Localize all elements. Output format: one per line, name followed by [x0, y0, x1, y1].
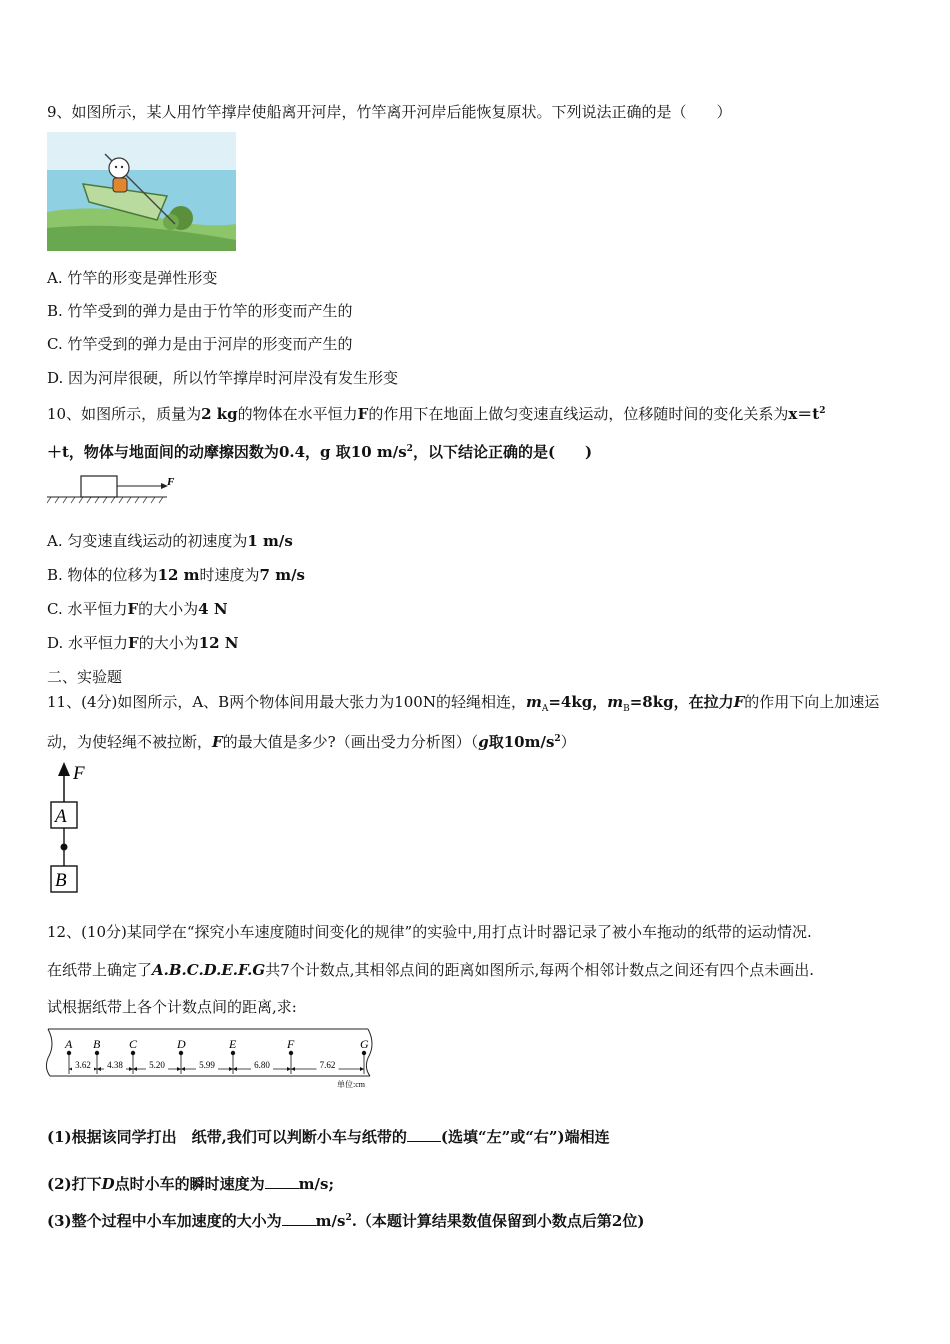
tape-arrow-left — [97, 1067, 101, 1071]
q12-paper-tape-figure — [44, 1026, 384, 1092]
tape-arrow-left — [181, 1067, 185, 1071]
tape-point-label: A — [65, 1037, 73, 1051]
tape-distance-label: 5.99 — [199, 1060, 215, 1070]
q10-stem-line1: 10、如图所示，质量为2 kg的物体在水平恒力F的作用下在地面上做匀变速直线运动，位移随时间的变化关系为$x=t^2$ — [47, 405, 826, 423]
tape-point-label: F — [287, 1037, 295, 1051]
q12-stem-line2: 在纸带上确定了A.B.C.D.E.F.G共7个计数点,其相邻点间的距离如图所示,每两个相邻计数点之间还有四个点未画出. — [47, 961, 815, 979]
q11-fig-F-label: F — [73, 763, 85, 784]
tape-arrow-right — [229, 1067, 233, 1071]
tape-distance-label: 4.38 — [107, 1060, 123, 1070]
tape-unit-label: 单位:cm — [337, 1080, 365, 1089]
q10-block-figure — [47, 472, 187, 508]
tape-point-label: G — [360, 1037, 369, 1051]
section-heading: 二、实验题 — [47, 668, 123, 686]
answer-blank-2[interactable] — [265, 1174, 299, 1189]
tape-arrow-left — [233, 1067, 237, 1071]
tape-point-label: C — [129, 1037, 138, 1051]
q9-boat-figure — [47, 132, 236, 251]
q11-fig-A-label: A — [55, 806, 67, 827]
q12-stem-line1: 12、(10分)某同学在“探究小车速度随时间变化的规律”的实验中,用打点计时器记录了被小车拖动的纸带的运动情况. — [47, 923, 812, 941]
q10-figure-force-label: F — [167, 476, 175, 488]
tape-distance-label: 6.80 — [254, 1060, 270, 1070]
answer-blank-1[interactable] — [407, 1127, 441, 1142]
q9-stem: 9、如图所示，某人用竹竿撑岸使船离开河岸，竹竿离开河岸后能恢复原状。下列说法正确的是（ ） — [47, 103, 732, 121]
q11-stem-line1: 11、(4分)如图所示，A、B两个物体间用最大张力为100N的轻绳相连，$m_A=4kg$，$m_B=8kg$，在拉力F的作用下向上加速运 — [47, 693, 880, 714]
tape-distance-label: 3.62 — [75, 1060, 91, 1070]
q9-option-d: D. 因为河岸很硬，所以竹竿撑岸时河岸没有发生形变 — [47, 369, 399, 387]
q10-stem-line2: ＋t，物体与地面间的动摩擦因数为0.4，g 取10 $m/s^2$，以下结论正确的是( ) — [47, 443, 593, 461]
q9-option-b: B. 竹竿受到的弹力是由于竹竿的形变而产生的 — [47, 302, 353, 320]
q10-option-d: D. 水平恒力F的大小为12 N — [47, 634, 239, 652]
q11-force-diagram — [47, 760, 107, 896]
tape-distance-label: 5.20 — [149, 1060, 165, 1070]
tape-arrow-left — [133, 1067, 137, 1071]
tape-arrow-right — [129, 1067, 133, 1071]
tape-point-label: B — [93, 1037, 101, 1051]
tape-arrow-right — [360, 1067, 364, 1071]
tape-points — [64, 1037, 369, 1074]
q9-option-c: C. 竹竿受到的弹力是由于河岸的形变而产生的 — [47, 335, 353, 353]
q9-option-a: A. 竹竿的形变是弹性形变 — [47, 269, 218, 287]
tape-point-label: D — [177, 1037, 186, 1051]
tape-point-label: E — [229, 1037, 237, 1051]
q11-fig-B-label: B — [55, 870, 67, 891]
tape-arrow-right — [287, 1067, 291, 1071]
q11-stem-line2: 动，为使轻绳不被拉断，F的最大值是多少?（画出受力分析图）（g取$10m/s^2$） — [47, 733, 576, 751]
tape-arrow-right — [177, 1067, 181, 1071]
q12-stem-line3: 试根据纸带上各个计数点间的距离,求: — [47, 998, 297, 1016]
q12-sub3: (3)整个过程中小车加速度的大小为 $m/s^2$.（本题计算结果数值保留到小数点后第2位) — [47, 1212, 645, 1230]
q10-option-a: A. 匀变速直线运动的初速度为1 m/s — [47, 532, 293, 550]
tape-distance-label: 7.62 — [319, 1060, 336, 1070]
q10-option-b: B. 物体的位移为12 m时速度为7 m/s — [47, 566, 306, 584]
tape-arrow-left — [291, 1067, 295, 1071]
q12-sub1: (1)根据该同学打出 纸带,我们可以判断小车与纸带的 (选填“左”或“右”)端相连 — [47, 1128, 610, 1146]
q10-option-c: C. 水平恒力F的大小为4 N — [47, 600, 228, 618]
q12-sub2: (2)打下D点时小车的瞬时速度为 m/s; — [47, 1175, 335, 1193]
answer-blank-3[interactable] — [282, 1211, 316, 1226]
